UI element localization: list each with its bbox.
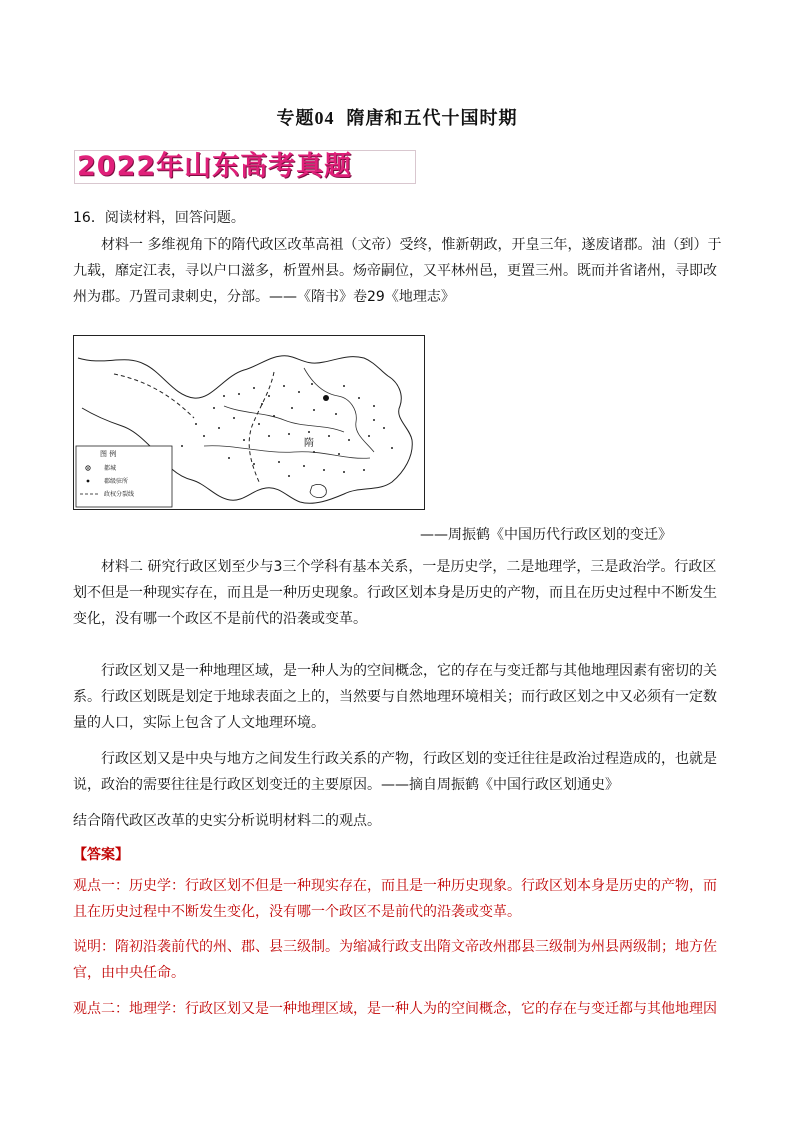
question-intro: 16．阅读材料，回答问题。	[73, 210, 245, 226]
material-2-paragraph-2: 行政区划又是一种地理区域，是一种人为的空间概念，它的存在与变迁都与其他地理因素有密切的关系。行政区划既是划定于地球表面之上的，当然要与自然地理环境相关；而行政区划之中又必须有一定数量的人口，实际上包含了人文地理环境。	[73, 663, 717, 731]
question-prompt: 结合隋代政区改革的史实分析说明材料二的观点。	[73, 813, 381, 829]
legend-item-capital: 都城	[104, 465, 117, 472]
title-number: 专题04	[276, 108, 335, 128]
material-1: 材料一 多维视角下的隋代政区改革高祖（文帝）受终，惟新朝政，开皇三年，遂废诸郡。油（到）于九载，靡定江表，寻以户口滋多，析置州县。炀帝嗣位，又平林州邑，更置三州。既而并省诸州，寻即改州为郡。乃置司隶刺史，分部。——《隋书》卷29《地理志》	[73, 237, 722, 305]
sui-map-figure	[73, 335, 425, 510]
answer-label: 【答案】	[73, 847, 129, 863]
material-2-paragraph-1: 材料二 研究行政区划至少与3三个学科有基本关系，一是历史学，二是地理学，三是政治学。行政区划不但是一种现实存在，而且是一种历史现象。行政区划本身是历史的产物，而且在历史过程中不断发生变化，没有哪一个政区不是前代的沿袭或变革。	[73, 559, 717, 627]
material-2-paragraph-3: 行政区划又是中央与地方之间发生行政关系的产物，行政区划的变迁往往是政治过程造成的，也就是说，政治的需要往往是行政区划变迁的主要原因。——摘自周振鹤《中国行政区划通史》	[73, 751, 717, 793]
legend-item-prefecture: 郡级驻所	[104, 478, 129, 485]
map-legend	[76, 446, 172, 507]
answer-point-1: 观点一：历史学：行政区划不但是一种现实存在，而且是一种历史现象。行政区划本身是历史的产物，而且在历史过程中不断发生变化，没有哪一个政区不是前代的沿袭或变革。	[73, 878, 717, 920]
answer-explanation-1: 说明：隋初沿袭前代的州、郡、县三级制。为缩减行政支出隋文帝改州郡县三级制为州县两级制；地方佐官，由中央任命。	[73, 939, 717, 981]
title-text: 隋唐和五代十国时期	[346, 108, 518, 129]
capital-marker	[323, 395, 329, 401]
legend-item-boundary: 政权分裂线	[104, 491, 135, 498]
map-caption: ——周振鹤《中国历代行政区划的变迁》	[420, 527, 672, 543]
map-label-sui: 隋	[304, 438, 314, 449]
page-title	[0, 104, 794, 130]
answer-point-2: 观点二：地理学：行政区划又是一种地理区域，是一种人为的空间概念，它的存在与变迁都与其他地理因	[73, 1001, 717, 1017]
exam-banner: 2022年山东高考真题	[74, 150, 416, 184]
legend-title: 图 例	[100, 450, 117, 458]
